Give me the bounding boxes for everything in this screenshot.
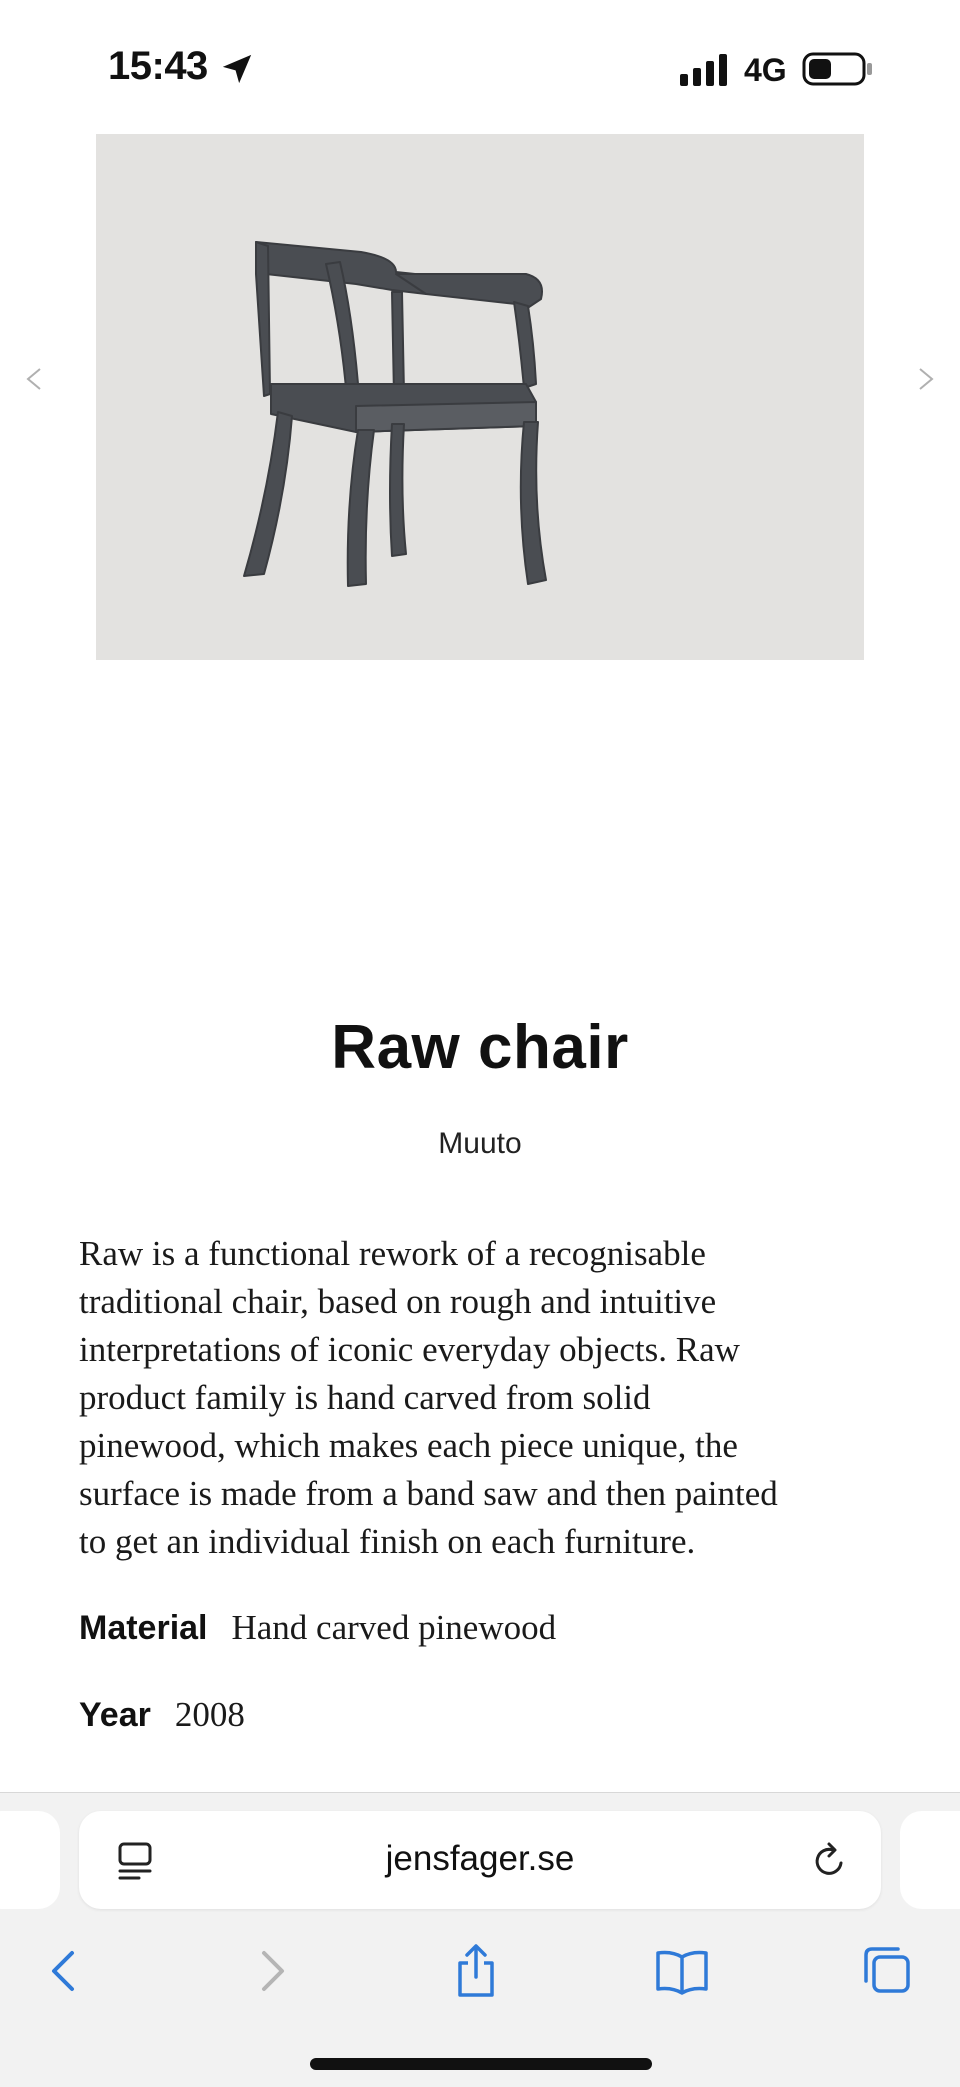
share-icon[interactable] xyxy=(446,1941,506,2001)
battery-icon xyxy=(802,52,874,86)
signal-bars-icon xyxy=(680,54,730,86)
status-bar xyxy=(0,0,960,120)
reload-icon[interactable] xyxy=(811,1841,849,1881)
location-arrow-icon xyxy=(220,52,254,86)
home-indicator[interactable] xyxy=(310,2058,652,2070)
spec-value: Hand carved pinewood xyxy=(231,1608,557,1647)
spec-label: Year xyxy=(79,1696,151,1734)
spec-label: Material xyxy=(79,1609,208,1647)
product-description xyxy=(79,1230,889,1566)
description-line: pinewood, which makes each piece unique, the xyxy=(79,1426,738,1465)
image-gallery xyxy=(0,134,960,660)
address-bar[interactable] xyxy=(79,1811,881,1909)
description-line: interpretations of iconic everyday objects. Raw xyxy=(79,1330,740,1369)
status-time: 15:43 xyxy=(108,44,208,88)
product-brand: Muuto xyxy=(438,1127,522,1160)
product-title: Raw chair xyxy=(331,1013,629,1082)
description-line: surface is made from a band saw and then painted xyxy=(79,1474,778,1513)
previous-tab-peek[interactable] xyxy=(0,1811,60,1909)
spec-material xyxy=(79,1608,556,1648)
chair-image xyxy=(96,134,864,660)
description-line: product family is hand carved from solid xyxy=(79,1378,651,1417)
network-type: 4G xyxy=(744,52,787,88)
next-tab-peek[interactable] xyxy=(900,1811,960,1909)
chevron-right-icon[interactable] xyxy=(912,354,942,404)
back-icon[interactable] xyxy=(34,1941,94,2001)
browser-toolbar xyxy=(0,1792,960,2087)
tabs-icon[interactable] xyxy=(856,1941,916,2001)
forward-icon[interactable] xyxy=(242,1941,302,2001)
description-line: Raw is a functional rework of a recognisable xyxy=(79,1234,706,1273)
spec-year xyxy=(79,1695,245,1735)
bookmarks-icon[interactable] xyxy=(652,1941,712,2001)
description-line: traditional chair, based on rough and intuitive xyxy=(79,1282,717,1321)
spec-value: 2008 xyxy=(174,1695,245,1734)
chevron-left-icon[interactable] xyxy=(18,354,48,404)
url-text[interactable]: jensfager.se xyxy=(385,1839,575,1878)
description-line: to get an individual finish on each furniture. xyxy=(79,1522,696,1561)
